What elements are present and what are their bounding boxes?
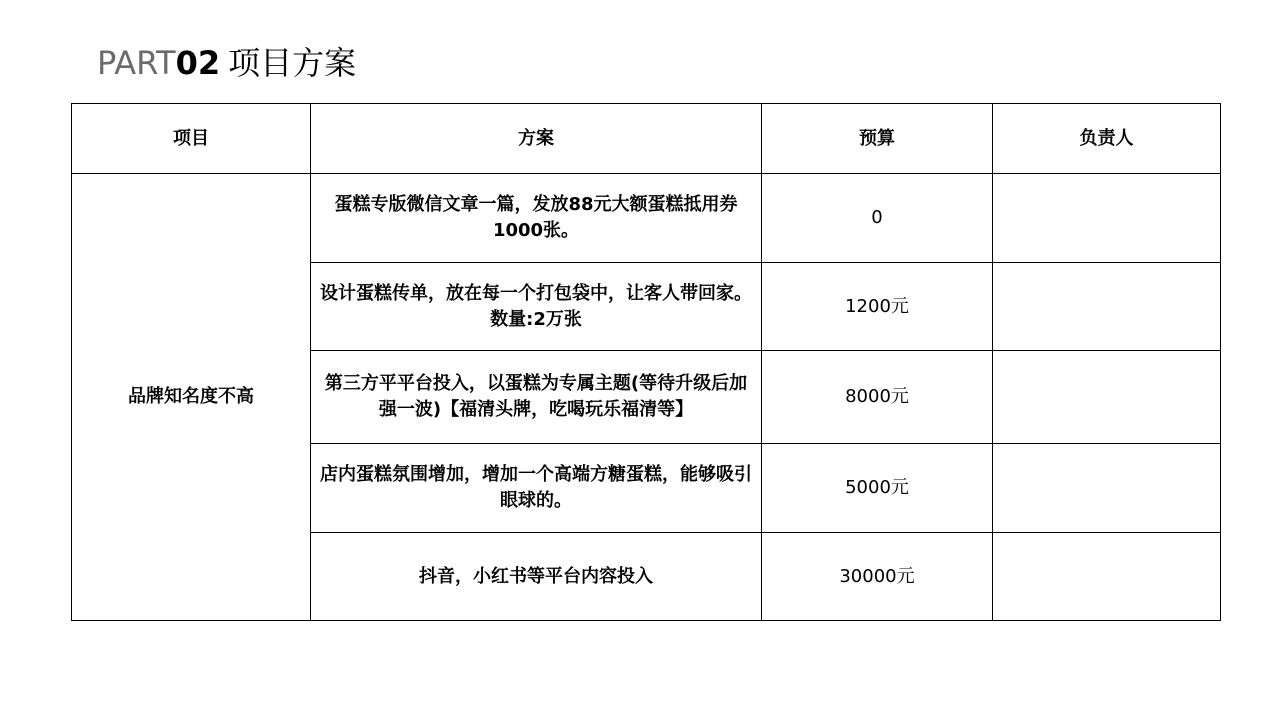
budget-cell: 5000元 xyxy=(762,444,993,533)
item-cell: 品牌知名度不高 xyxy=(72,174,311,621)
header-budget: 预算 xyxy=(762,104,993,174)
owner-cell xyxy=(993,533,1221,621)
table-row xyxy=(72,174,1221,263)
owner-cell xyxy=(993,174,1221,263)
budget-cell: 30000元 xyxy=(762,533,993,621)
plan-cell: 抖音，小红书等平台内容投入 xyxy=(311,533,762,621)
owner-cell xyxy=(993,351,1221,444)
plan-cell: 蛋糕专版微信文章一篇，发放88元大额蛋糕抵用券1000张。 xyxy=(311,174,762,263)
title-part-label: PART xyxy=(97,44,176,82)
project-plan-table xyxy=(71,103,1221,621)
title-text: 项目方案 xyxy=(228,44,357,82)
plan-cell: 店内蛋糕氛围增加，增加一个高端方糖蛋糕，能够吸引眼球的。 xyxy=(311,444,762,533)
plan-cell: 第三方平平台投入，以蛋糕为专属主题(等待升级后加强一波)【福清头牌，吃喝玩乐福清等】 xyxy=(311,351,762,444)
owner-cell xyxy=(993,263,1221,351)
budget-cell: 8000元 xyxy=(762,351,993,444)
budget-cell: 1200元 xyxy=(762,263,993,351)
budget-cell: 0 xyxy=(762,174,993,263)
page-title xyxy=(97,40,356,86)
title-part-number: 02 xyxy=(175,44,221,82)
header-owner: 负责人 xyxy=(993,104,1221,174)
header-item: 项目 xyxy=(72,104,311,174)
table-header-row xyxy=(72,104,1221,174)
owner-cell xyxy=(993,444,1221,533)
plan-cell: 设计蛋糕传单，放在每一个打包袋中，让客人带回家。数量:2万张 xyxy=(311,263,762,351)
header-plan: 方案 xyxy=(311,104,762,174)
